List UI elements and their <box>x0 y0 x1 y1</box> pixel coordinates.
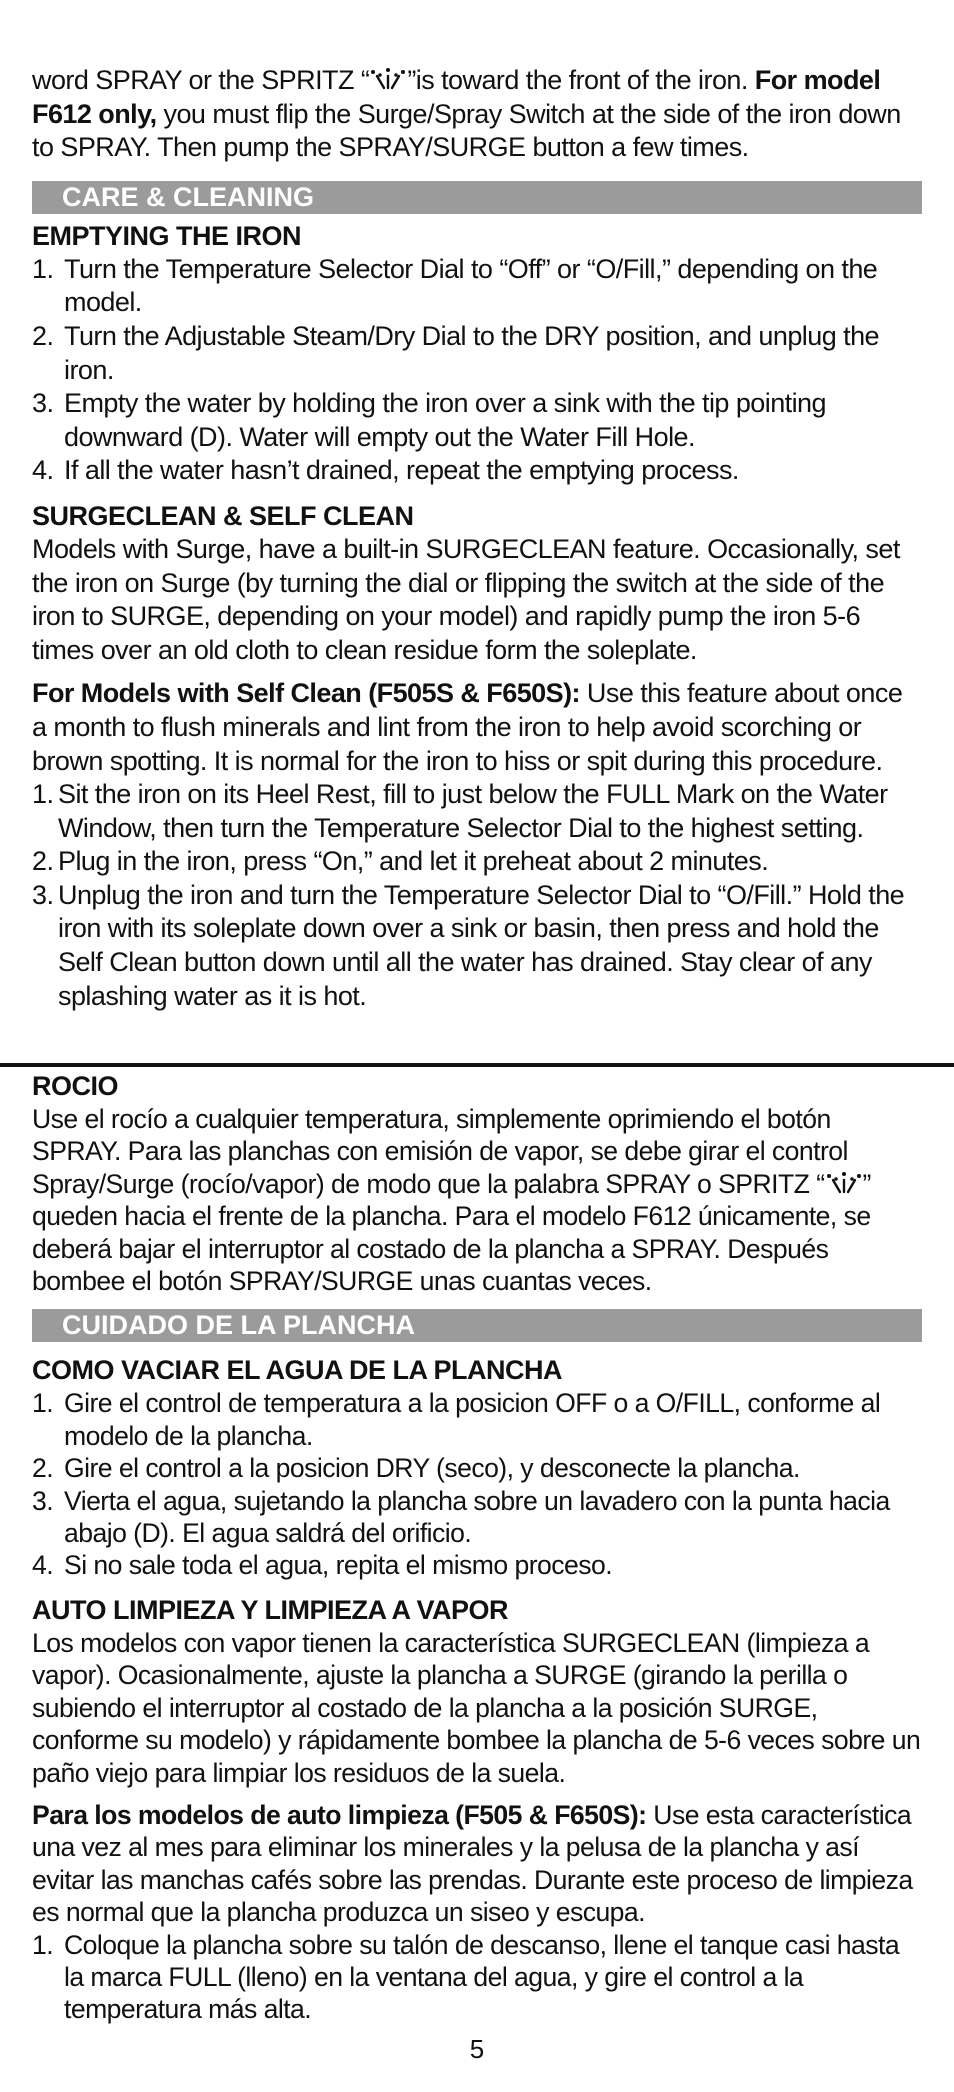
step-text: Empty the water by holding the iron over a sink with the tip pointing downward (D). Water will empty out the Water Fill Hole. <box>64 388 826 452</box>
step-text: Gire el control a la posicion DRY (seco), y desconecte la plancha. <box>64 1453 800 1484</box>
step-number: 2. <box>32 320 54 351</box>
step-number: 1. <box>32 1388 54 1419</box>
step-number: 4. <box>32 455 54 486</box>
section-divider <box>0 1063 954 1067</box>
spritz-spray-icon <box>369 67 407 91</box>
step-text: Plug in the iron, press “On,” and let it preheat about 2 minutes. <box>58 846 769 877</box>
list-item <box>32 387 922 454</box>
list-item <box>32 845 922 879</box>
step-number: 1. <box>32 779 54 810</box>
list-item <box>32 879 922 1013</box>
selfclean-text: Use this feature about once a month to flush minerals and lint from the iron to help avoid scorching or brown spotting. It is normal for the iron to hiss or spit during this procedure. <box>32 678 903 776</box>
step-text: Sit the iron on its Heel Rest, fill to just below the FULL Mark on the Water Window, then turn the Temperature Selector Dial to the highest setting. <box>58 779 888 843</box>
cuidado-banner: CUIDADO DE LA PLANCHA <box>32 1309 922 1342</box>
step-text: Turn the Adjustable Steam/Dry Dial to the DRY position, and unplug the iron. <box>64 320 880 385</box>
list-item <box>32 1452 922 1484</box>
step-text: If all the water hasn’t drained, repeat the emptying process. <box>64 455 739 486</box>
step-number: 3. <box>32 1485 54 1516</box>
autolimpieza-paragraph: Los modelos con vapor tienen la característica SURGECLEAN (limpieza a vapor). Ocasionalmente, ajuste la plancha a SURGE (girando la perilla o subiendo el interruptor al costado de la plancha a la posición SURGE, conforme su modelo) y rápidamente bombee la plancha de 5-6 veces sobre un paño viejo para limpiar los residuos de la suela. <box>32 1627 921 1788</box>
surgeclean-paragraph: Models with Surge, have a built-in SURGECLEAN feature. Occasionally, set the iron on Surge (by turning the dial or flipping the switch at the side of the iron to SURGE, depending on your model) and rapidly pump the iron 5-6 times over an old cloth to clean residue form the soleplate. <box>32 533 900 665</box>
intro-text-2: ”is toward the front of the iron. <box>407 65 755 95</box>
step-number: 3. <box>32 388 54 419</box>
spritz-spray-icon <box>825 1171 863 1195</box>
list-item <box>32 320 922 387</box>
spray-intro-paragraph <box>32 64 922 165</box>
step-text: Gire el control de temperatura a la posicion OFF o a O/FILL, conforme al modelo de la plancha. <box>64 1388 881 1451</box>
list-item <box>32 454 922 488</box>
vaciar-steps <box>32 1387 922 1581</box>
autolimpieza-models-text: Use esta característica una vez al mes para eliminar los minerales y la pelusa de la plancha y así evitar las manchas cafés sobre las prendas. Durante este proceso de limpieza es normal que la plancha produzca un siseo y escupa. <box>32 1799 913 1928</box>
step-number: 2. <box>32 1453 54 1484</box>
autolimpieza-models-note: Para los modelos de auto limpieza (F505 & F650S): <box>32 1799 647 1830</box>
rocio-text-1: Use el rocío a cualquier temperatura, simplemente oprimiendo el botón SPRAY. Para las planchas con emisión de vapor, se debe girar el control Spray/Surge (rocío/vapor) de modo que la palabra SPRAY o SPRITZ “ <box>32 1104 848 1199</box>
step-text: Unplug the iron and turn the Temperature Selector Dial to “O/Fill.” Hold the iron with its soleplate down over a sink or basin, then press and hold the Self Clean button down until all the water has drained. Stay clear of any splashing water as it is hot. <box>58 879 905 1011</box>
selfclean-paragraph <box>32 677 922 778</box>
autolimpieza-steps <box>32 1929 922 2026</box>
step-number: 4. <box>32 1550 54 1581</box>
spanish-section <box>32 1070 922 2026</box>
model-f612-note: For model F612 only, <box>32 65 881 129</box>
rocio-text-2: ” queden hacia el frente de la plancha. Para el modelo F612 únicamente, se deberá bajar el interruptor al costado de la plancha a SPRAY. Después bombee el botón SPRAY/SURGE unas cuantas veces. <box>32 1168 871 1297</box>
step-text: Vierta el agua, sujetando la plancha sobre un lavadero con la punta hacia abajo (D). El agua saldrá del orificio. <box>64 1485 890 1549</box>
list-item <box>32 1929 922 2026</box>
intro-text-3: you must flip the Surge/Spray Switch at the side of the iron down to SPRAY. Then pump the SPRAY/SURGE button a few times. <box>32 98 901 163</box>
surgeclean-heading: SURGECLEAN & SELF CLEAN <box>32 500 414 531</box>
step-number: 2. <box>32 846 54 877</box>
step-number: 1. <box>32 1929 54 1960</box>
intro-text-1: word SPRAY or the SPRITZ “ <box>32 65 370 95</box>
step-number: 1. <box>32 253 54 284</box>
rocio-paragraph <box>32 1103 922 1297</box>
emptying-heading: EMPTYING THE IRON <box>32 220 302 251</box>
list-item <box>32 1387 922 1452</box>
autolimpieza-models-paragraph <box>32 1799 922 1929</box>
emptying-steps <box>32 253 922 488</box>
list-item <box>32 1485 922 1550</box>
care-cleaning-banner: CARE & CLEANING <box>32 181 922 214</box>
step-number: 3. <box>32 879 54 910</box>
list-item <box>32 253 922 320</box>
vaciar-heading: COMO VACIAR EL AGUA DE LA PLANCHA <box>32 1355 562 1386</box>
english-section <box>32 64 922 1013</box>
selfclean-steps <box>32 778 922 1013</box>
list-item <box>32 1549 922 1581</box>
selfclean-models-note: For Models with Self Clean (F505S & F650S): <box>32 678 580 709</box>
autolimpieza-heading: AUTO LIMPIEZA Y LIMPIEZA A VAPOR <box>32 1594 509 1625</box>
step-text: Si no sale toda el agua, repita el mismo proceso. <box>64 1550 613 1581</box>
page-number: 5 <box>469 2034 485 2064</box>
list-item <box>32 778 922 845</box>
rocio-heading: ROCIO <box>32 1071 119 1101</box>
step-text: Coloque la plancha sobre su talón de descanso, llene el tanque casi hasta la marca FULL (lleno) en la ventana del agua, y gire el control a la temperatura más alta. <box>64 1929 900 2025</box>
step-text: Turn the Temperature Selector Dial to “Off” or “O/Fill,” depending on the model. <box>64 253 878 318</box>
